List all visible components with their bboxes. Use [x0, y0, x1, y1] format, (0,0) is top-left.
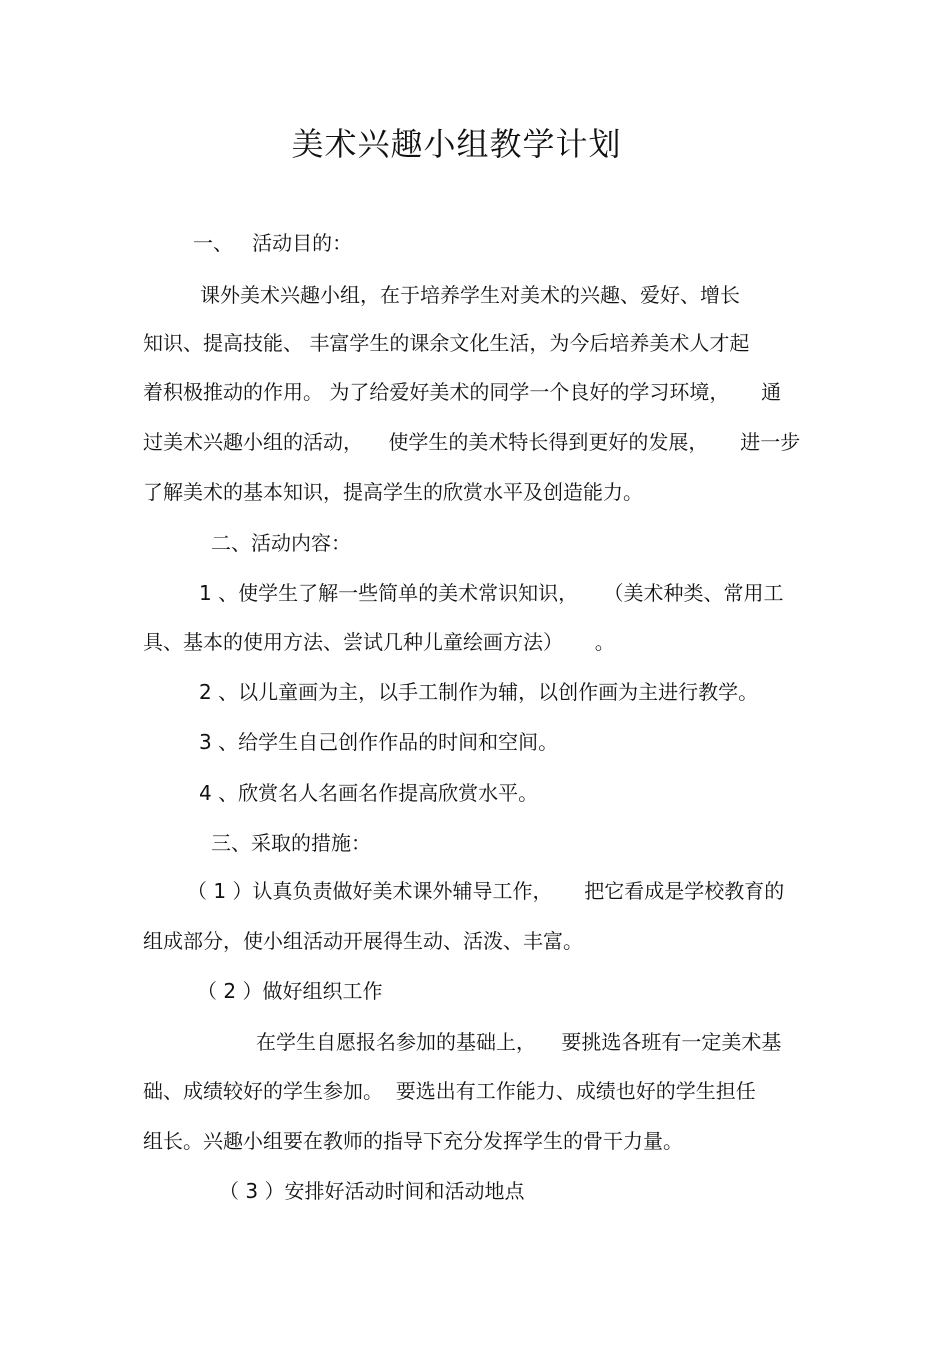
- paragraph-line: 具、基本的使用方法、尝试几种儿童绘画方法） 。: [143, 630, 615, 654]
- paragraph-line: 在学生自愿报名参加的基础上， 要挑选各班有一定美术基: [256, 1030, 782, 1054]
- list-item: （ 3 ）安排好活动时间和活动地点: [219, 1179, 525, 1203]
- section-heading-measures: 三、采取的措施：: [211, 831, 371, 855]
- document-title: 美术兴趣小组教学计划: [291, 125, 622, 163]
- paragraph-line: 了解美术的基本知识，提高学生的欣赏水平及创造能力。: [143, 480, 643, 504]
- paragraph-line: 过美术兴趣小组的活动， 使学生的美术特长得到更好的发展， 进一步: [143, 430, 801, 454]
- paragraph-line: 组长。兴趣小组要在教师的指导下充分发挥学生的骨干力量。: [143, 1129, 683, 1153]
- list-item: （ 1 ）认真负责做好美术课外辅导工作， 把它看成是学校教育的: [187, 879, 785, 903]
- section-heading-content: 二、活动内容：: [211, 531, 351, 555]
- section-heading-purpose: 一、 活动目的：: [193, 231, 353, 255]
- paragraph-line: 知识、提高技能、 丰富学生的课余文化生活，为今后培养美术人才起: [143, 331, 750, 355]
- list-item: 4 、欣赏名人名画名作提高欣赏水平。: [199, 781, 539, 805]
- paragraph-line: 组成部分，使小组活动开展得生动、活泼、丰富。: [143, 929, 583, 953]
- list-item: 2 、以儿童画为主，以手工制作为辅，以创作画为主进行教学。: [199, 680, 759, 704]
- list-item: （ 2 ）做好组织工作: [197, 979, 383, 1003]
- paragraph-line: 着积极推动的作用。 为了给爱好美术的同学一个良好的学习环境， 通: [143, 380, 782, 404]
- paragraph-line: 础、成绩较好的学生参加。 要选出有工作能力、成绩也好的学生担任: [143, 1079, 756, 1103]
- paragraph-line: 课外美术兴趣小组，在于培养学生对美术的兴趣、爱好、增长: [200, 283, 740, 307]
- list-item: 1 、使学生了解一些简单的美术常识知识， （美术种类、常用工: [199, 581, 784, 605]
- list-item: 3 、给学生自己创作作品的时间和空间。: [199, 730, 559, 754]
